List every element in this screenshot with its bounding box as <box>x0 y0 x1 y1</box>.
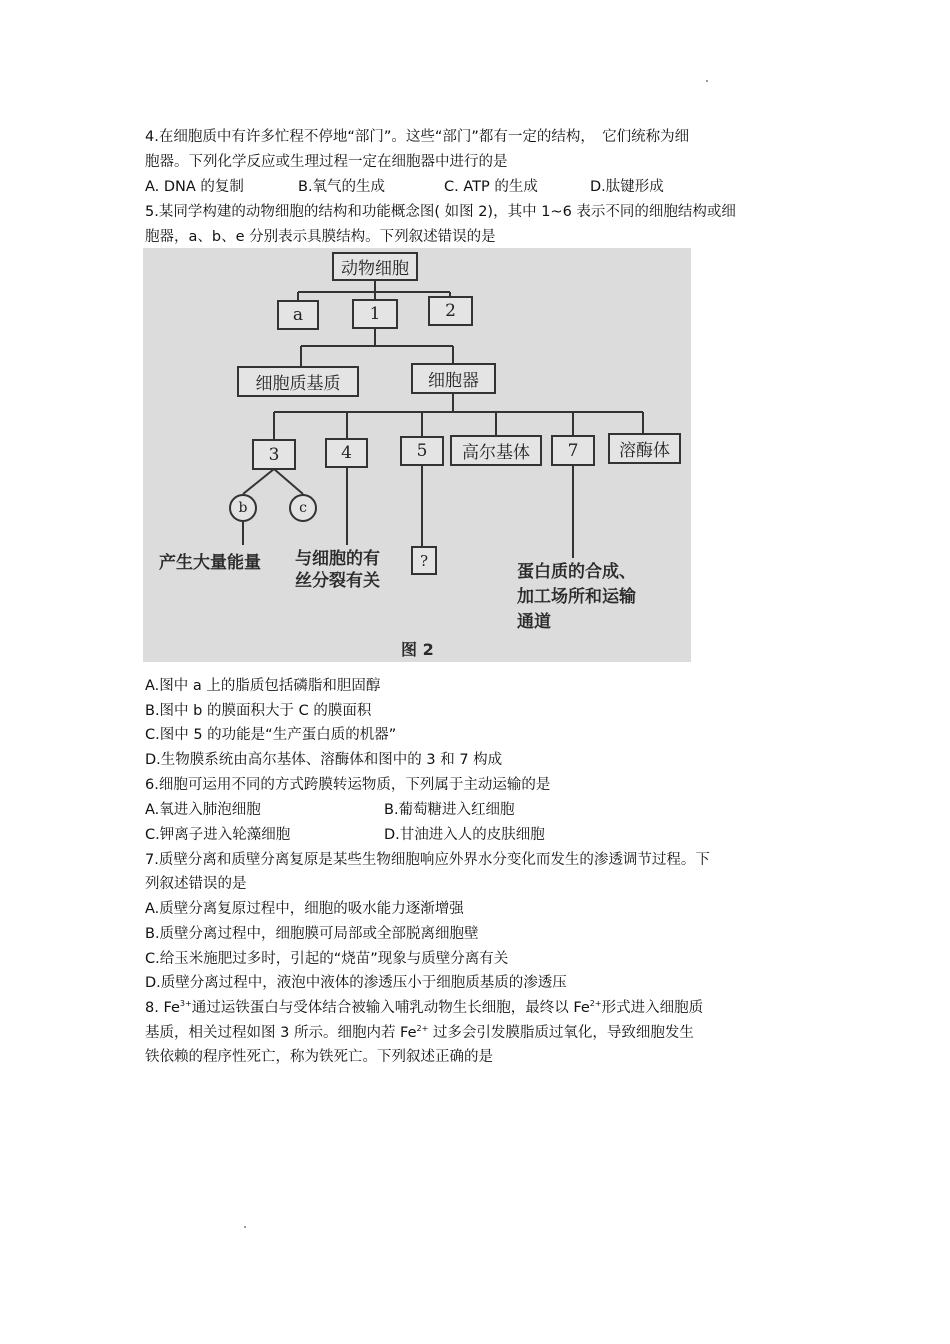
q5-option-b: B.图中 b 的膜面积大于 C 的膜面积 <box>145 703 372 719</box>
q4-stem-line1: 4.在细胞质中有许多忙程不停地“部门”。这些“部门”都有一定的结构， 它们统称为细 <box>145 129 690 145</box>
scan-speck <box>706 80 708 82</box>
node-lysosome: 溶酶体 <box>608 433 681 464</box>
node-a: a <box>277 300 319 330</box>
q8-stem-line3: 铁依赖的程序性死亡，称为铁死亡。下列叙述正确的是 <box>145 1049 493 1065</box>
node-c: c <box>289 494 317 522</box>
label-mitosis: 与细胞的有 丝分裂有关 <box>295 549 380 591</box>
q6-option-b: B.葡萄糖进入红细胞 <box>384 802 515 818</box>
node-3: 3 <box>252 439 296 470</box>
node-golgi: 高尔基体 <box>450 435 542 466</box>
q7-stem-line2: 列叙述错误的是 <box>145 876 247 892</box>
node-b: b <box>229 494 257 522</box>
q4-stem-line2: 胞器。下列化学反应或生理过程一定在细胞器中进行的是 <box>145 154 508 170</box>
q5-stem-line2: 胞器，a、b、e 分别表示具膜结构。下列叙述错误的是 <box>145 229 496 245</box>
node-animal-cell: 动物细胞 <box>332 252 418 281</box>
node-2: 2 <box>428 296 473 326</box>
node-organelle: 细胞器 <box>411 363 496 394</box>
q5-option-c: C.图中 5 的功能是“生产蛋白质的机器” <box>145 727 397 743</box>
label-protein: 蛋白质的合成、 加工场所和运输 通道 <box>517 562 636 632</box>
q7-stem-line1: 7.质壁分离和质壁分离复原是某些生物细胞响应外界水分变化而发生的渗透调节过程。下 <box>145 852 710 868</box>
node-question: ? <box>411 546 437 575</box>
q5-option-a: A.图中 a 上的脂质包括磷脂和胆固醇 <box>145 678 381 694</box>
node-1: 1 <box>352 299 398 329</box>
figure-2-concept-map <box>143 248 691 662</box>
q6-option-d: D.甘油进入人的皮肤细胞 <box>384 827 545 843</box>
q4-option-b: B.氧气的生成 <box>298 179 386 195</box>
q8-stem-line1: 8. $Fe^{3+}$通过运铁蛋白与受体结合被输入哺乳动物生长细胞，最终以 $Fe^{2+}$形式进入细胞质 <box>145 999 704 1016</box>
q4-option-a: A. DNA 的复制 <box>145 179 244 195</box>
q7-option-b: B.质壁分离过程中，细胞膜可局部或全部脱离细胞壁 <box>145 926 479 942</box>
node-7: 7 <box>551 435 595 466</box>
q6-option-a: A.氧进入肺泡细胞 <box>145 802 261 818</box>
q8-stem-line2: 基质，相关过程如图 3 所示。细胞内若 $Fe^{2+}$ 过多会引发膜脂质过氧化，导致细胞发生 <box>145 1024 694 1041</box>
q4-option-d: D.肽键形成 <box>590 179 664 195</box>
figure-caption: 图 2 <box>401 640 434 659</box>
q7-option-a: A.质壁分离复原过程中，细胞的吸水能力逐渐增强 <box>145 901 464 917</box>
q7-option-c: C.给玉米施肥过多时，引起的“烧苗”现象与质壁分离有关 <box>145 951 509 967</box>
q5-option-d: D.生物膜系统由高尔基体、溶酶体和图中的 3 和 7 构成 <box>145 752 503 768</box>
node-5: 5 <box>400 436 444 466</box>
q5-stem-line1: 5.某同学构建的动物细胞的结构和功能概念图( 如图 2)，其中 1~6 表示不同的细胞结构或细 <box>145 204 736 220</box>
q6-option-c: C.钾离子进入轮藻细胞 <box>145 827 291 843</box>
q6-stem: 6.细胞可运用不同的方式跨膜转运物质，下列属于主动运输的是 <box>145 777 551 793</box>
node-cytoplasmic-matrix: 细胞质基质 <box>237 366 359 397</box>
label-energy: 产生大量能量 <box>159 553 261 573</box>
q7-option-d: D.质壁分离过程中，液泡中液体的渗透压小于细胞质基质的渗透压 <box>145 975 567 991</box>
scan-speck <box>244 1226 246 1228</box>
node-4: 4 <box>325 438 368 468</box>
q4-option-c: C. ATP 的生成 <box>444 179 538 195</box>
